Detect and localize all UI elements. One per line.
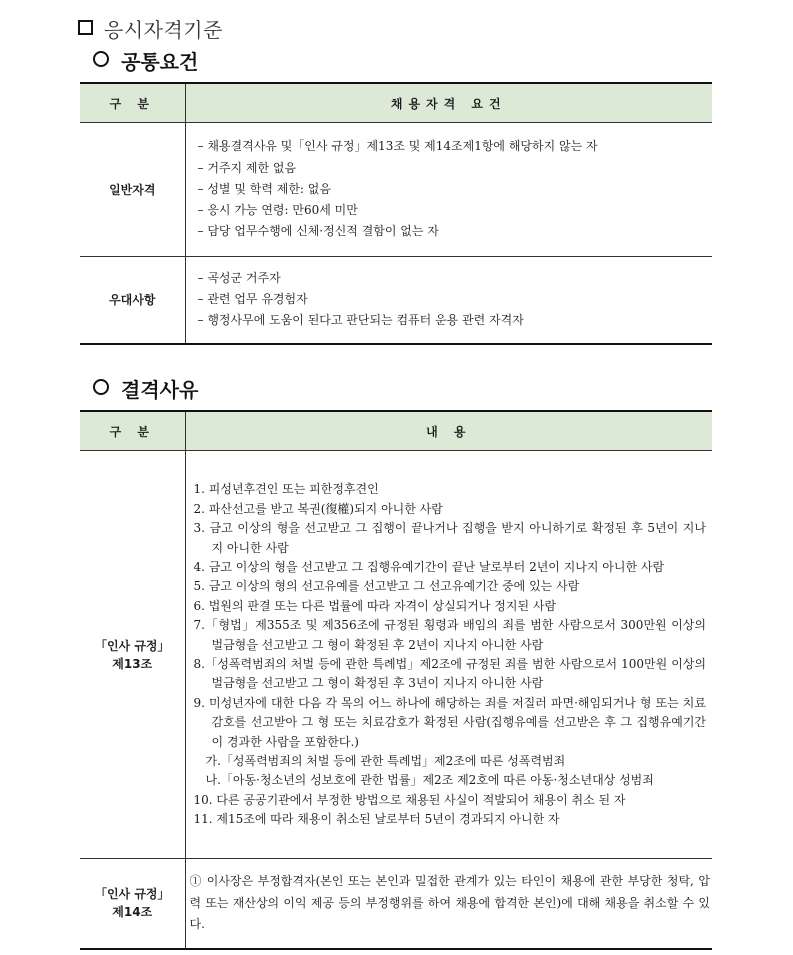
column-header-category: 구 분 <box>80 83 185 123</box>
list-item: 9. 미성년자에 대한 다음 각 목의 어느 하나에 해당하는 죄를 저질러 파면·해임되거나 형 또는 치료감호를 선고받아 그 형 또는 치료감호가 확정된 사람(집행유예를 선고받은 후 그 집행유예기간이 경과한 사람을 포함한다.) <box>193 695 706 749</box>
sub-list-item: 가.「성폭력범죄의 처벌 등에 관한 특례법」제2조에 따른 성폭력범죄 <box>205 754 566 769</box>
table-row <box>80 257 712 344</box>
section-title-common-requirements <box>93 46 198 75</box>
list-item: – 행정사무에 도움이 된다고 판단되는 컴퓨터 운용 관련 자격자 <box>198 310 713 331</box>
common-requirements-table <box>80 82 712 345</box>
list-item: 10. 다른 공공기관에서 부정한 방법으로 채용된 사실이 적발되어 채용이 취소 된 자 <box>193 792 626 807</box>
section1-title-text: 공통요건 <box>121 50 199 74</box>
page-heading <box>78 14 223 43</box>
list-item: – 응시 가능 연령: 만60세 미만 <box>198 200 713 221</box>
circle-bullet-icon <box>93 379 109 395</box>
list-item: 2. 파산선고를 받고 복권(復權)되지 아니한 사람 <box>193 501 443 516</box>
row-label-line: 「인사 규정」 <box>94 638 170 653</box>
list-item: 6. 법원의 판결 또는 다른 법률에 따라 자격이 상실되거나 정지된 사람 <box>193 598 557 613</box>
list-item: 7.「형법」제355조 및 제356조에 규정된 횡령과 배임의 죄를 범한 사람으로서 300만원 이상의 벌금형을 선고받고 그 형이 확정된 후 2년이 지나지 아니한 사람 <box>193 618 706 652</box>
list-item: – 거주지 제한 없음 <box>198 158 713 179</box>
row-label-line: 제13조 <box>112 656 153 671</box>
list-item: – 관련 업무 유경험자 <box>198 289 713 310</box>
list-item: – 성별 및 학력 제한: 없음 <box>198 179 713 200</box>
checkbox-square-icon <box>78 20 93 35</box>
table-row <box>80 123 712 257</box>
row-label-article-13 <box>80 451 185 859</box>
preference-cell <box>185 257 712 344</box>
table-header-row <box>80 83 712 123</box>
section-title-disqualifications <box>93 374 198 403</box>
list-item: 4. 금고 이상의 형을 선고받고 그 집행유예기간이 끝난 날로부터 2년이 지나지 아니한 사람 <box>193 559 665 574</box>
sub-list-item: 나.「아동·청소년의 성보호에 관한 법률」제2조 제2호에 따른 아동·청소년대상 성범죄 <box>205 773 654 788</box>
table-row <box>80 859 712 949</box>
row-label-line: 「인사 규정」 <box>94 887 170 902</box>
list-item: 3. 금고 이상의 형을 선고받고 그 집행이 끝나거나 집행을 받지 아니하기로 확정된 후 5년이 지나지 아니한 사람 <box>193 521 706 555</box>
table-row <box>80 451 712 859</box>
column-header-content: 내 용 <box>185 411 712 451</box>
circle-bullet-icon <box>93 51 109 67</box>
list-item: – 곡성군 거주자 <box>198 268 713 289</box>
column-header-category: 구 분 <box>80 411 185 451</box>
table-header-row <box>80 411 712 451</box>
column-header-requirements: 채용자격 요건 <box>185 83 712 123</box>
row-label-line: 제14조 <box>112 905 153 920</box>
row-label-article-14 <box>80 859 185 949</box>
section2-title-text: 결격사유 <box>121 378 199 402</box>
list-item: 8.「성폭력범죄의 처벌 등에 관한 특례법」제2조에 규정된 죄를 범한 사람으로서 100만원 이상의 벌금형을 선고받고 그 형이 확정된 후 3년이 지나지 아니한 사람 <box>193 657 706 691</box>
disqualifications-table <box>80 410 712 950</box>
article-14-cell <box>185 859 712 949</box>
list-item: 11. 제15조에 따라 채용이 취소된 날로부터 5년이 경과되지 아니한 자 <box>193 812 560 827</box>
list-item: 1. 피성년후견인 또는 피한정후견인 <box>193 482 379 497</box>
row-label-preference: 우대사항 <box>80 257 185 344</box>
list-item: 5. 금고 이상의 형의 선고유예를 선고받고 그 선고유예기간 중에 있는 사람 <box>193 579 580 594</box>
article-13-cell <box>185 451 712 859</box>
page-heading-text: 응시자격기준 <box>104 18 223 42</box>
list-item: – 채용결격사유 및「인사 규정」제13조 및 제14조제1항에 해당하지 않는 자 <box>198 136 713 157</box>
general-qualifications-cell <box>185 123 712 257</box>
list-item: – 담당 업무수행에 신체·정신적 결함이 없는 자 <box>198 221 713 242</box>
article-14-text: ① 이사장은 부정합격자(본인 또는 본인과 밀접한 관계가 있는 타인이 채용에 관한 부당한 청탁, 압력 또는 재산상의 이익 제공 등의 부정행위를 하여 채용에 합격한 본인)에 대해 채용을 취소할 수 있다. <box>189 874 710 931</box>
row-label-general: 일반자격 <box>80 123 185 257</box>
